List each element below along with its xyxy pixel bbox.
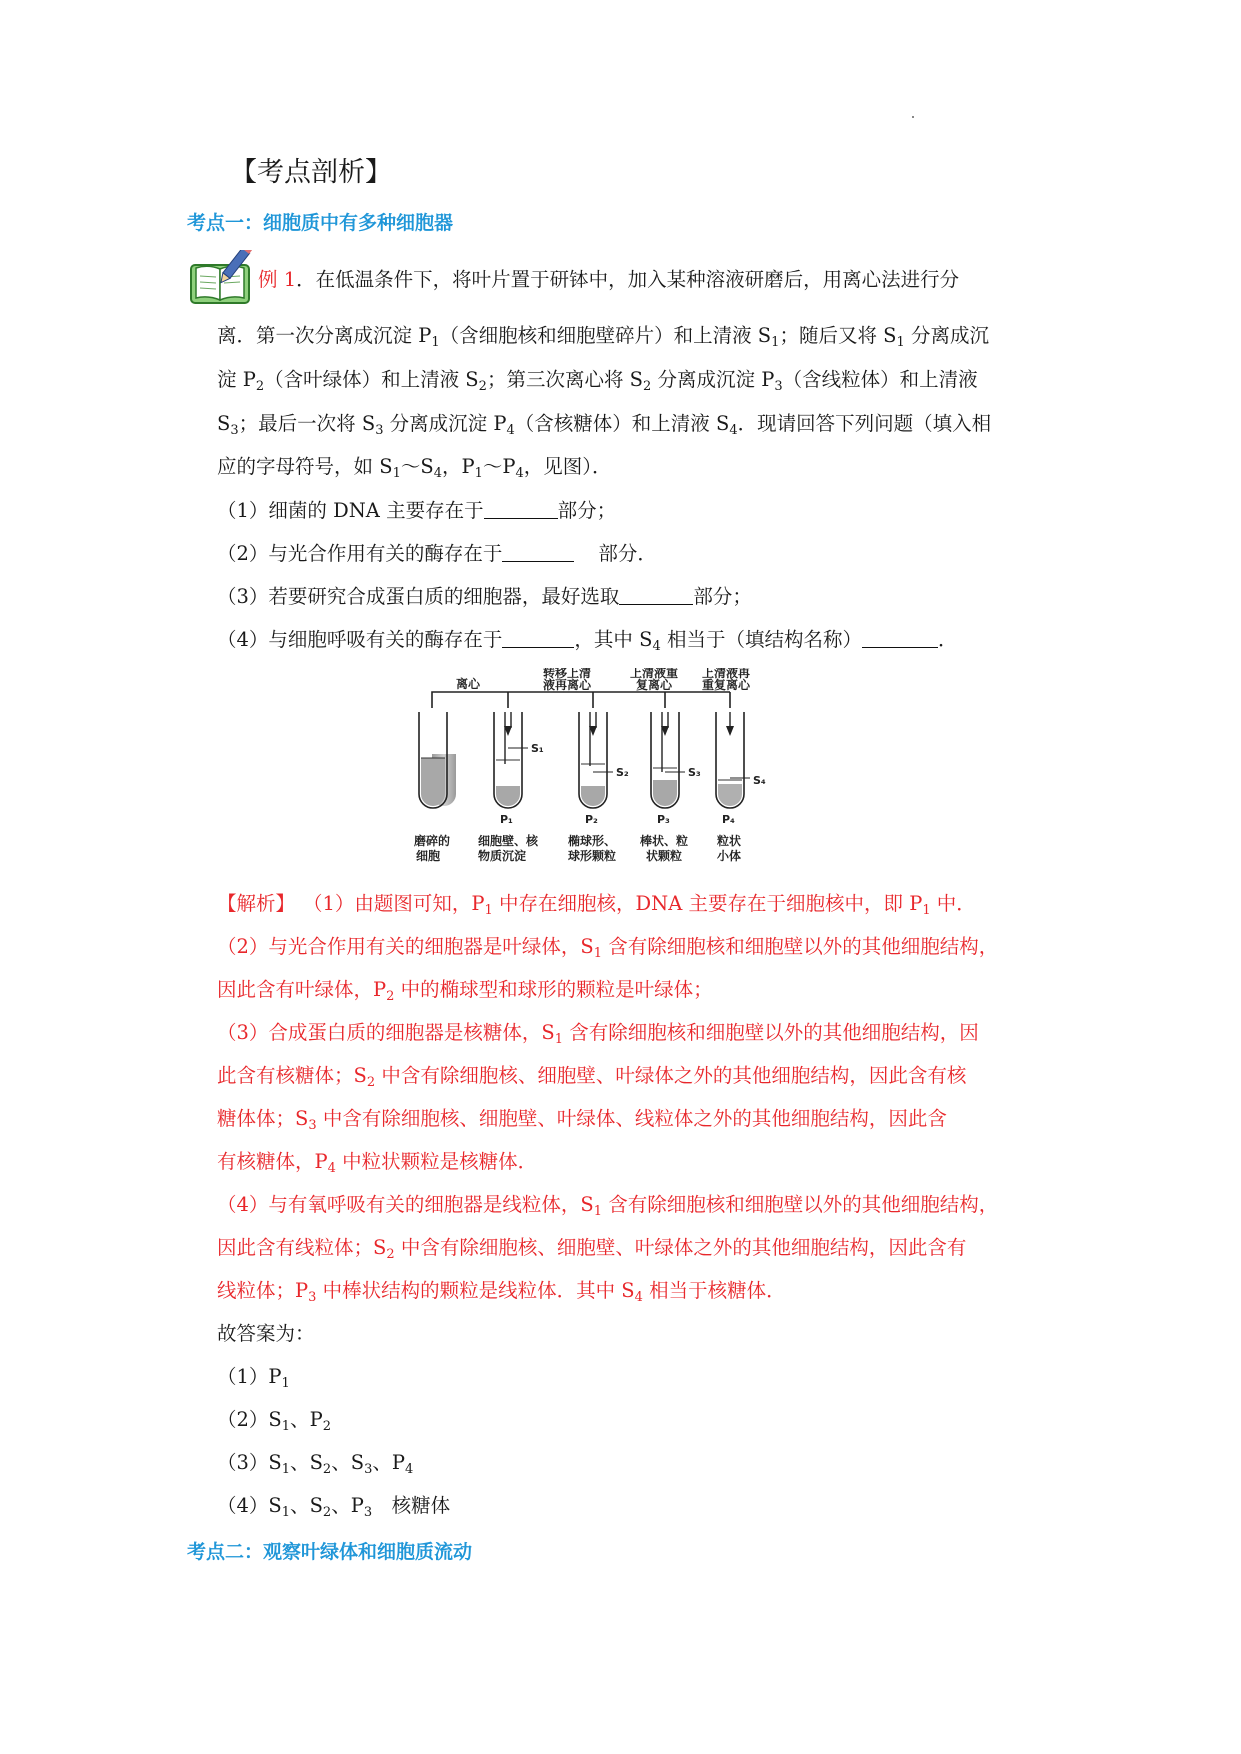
fig-caption-2a: 椭球形、 <box>568 834 617 848</box>
test-tube-0 <box>419 712 456 808</box>
example-line-1: 例 1．在低温条件下，将叶片置于研钵中，加入某种溶液研磨后，用离心法进行分 <box>258 268 960 291</box>
fig-caption-2b: 球形颗粒 <box>568 849 617 863</box>
fig-step-3a: 上清液重 <box>630 668 679 680</box>
fig-label-s2: S₂ <box>616 766 629 779</box>
answer-blank-1[interactable] <box>484 498 558 519</box>
answer-3: $(3)S_1$、$S_2$、$S_3$、$P_4$ <box>217 1451 414 1477</box>
fig-caption-1b: 物质沉淀 <box>478 849 527 863</box>
answers-intro: 故答案为： <box>217 1322 315 1345</box>
answer-blank-5[interactable] <box>862 627 938 648</box>
answer-2: $(2)S_1$、$P_2$ <box>217 1408 331 1434</box>
fig-step-4a: 上清液再 <box>702 668 751 680</box>
example-line-4: $S_3$；最后一次将 $S_3$ 分离成沉淀 $P_4$（含核糖体）和上清液 $S_4$．现请回答下列问题（填入相 <box>217 412 992 438</box>
analysis-line-10: 线粒体；$P_3$ 中棒状结构的颗粒是线粒体．其中 $S_4$ 相当于核糖体． <box>217 1279 786 1305</box>
example-label: 例 1 <box>258 268 297 291</box>
answer-blank-4[interactable] <box>502 627 574 648</box>
analysis-line-2: （2）与光合作用有关的细胞器是叶绿体，$S_1$ 含有除细胞核和细胞壁以外的其他细胞结构， <box>217 935 999 961</box>
test-tube-2 <box>579 712 613 808</box>
example-line-2: 离．第一次分离成沉淀 $P_1$（含细胞核和细胞壁碎片）和上清液 $S_1$；随后又将 $S_1$ 分离成沉 <box>217 324 989 350</box>
fig-step-2a: 转移上清 <box>543 668 592 680</box>
analysis-line-9: 因此含有线粒体；$S_2$ 中含有除细胞核、细胞壁、叶绿体之外的其他细胞结构，因此含有 <box>217 1236 967 1262</box>
question-3: （3）若要研究合成蛋白质的细胞器，最好选取 部分； <box>217 585 752 608</box>
fig-step-4b: 重复离心 <box>702 678 751 692</box>
fig-label-s4: S₄ <box>753 774 766 787</box>
fig-step-1: 离心 <box>456 677 481 691</box>
fig-caption-0b: 细胞 <box>416 849 441 863</box>
test-tube-3 <box>651 712 685 808</box>
answer-blank-3[interactable] <box>619 584 693 605</box>
question-4: （4）与细胞呼吸有关的酶存在于 ，其中 $S_4$ 相当于（填结构名称） ． <box>217 628 958 654</box>
page-heading: 【考点剖析】 <box>230 157 392 188</box>
scan-dot <box>912 116 914 118</box>
question-2: （2）与光合作用有关的酶存在于 部分． <box>217 542 657 565</box>
fig-caption-4a: 粒状 <box>717 834 742 848</box>
test-tube-1 <box>494 712 528 808</box>
analysis-line-7: 有核糖体，$P_4$ 中粒状颗粒是核糖体． <box>217 1150 538 1176</box>
answer-blank-2[interactable] <box>502 541 574 562</box>
analysis-line-1: 【解析】 （1）由题图可知，$P_1$ 中存在细胞核，DNA 主要存在于细胞核中，即 $P_1$ 中． <box>217 892 976 918</box>
test-tube-4 <box>716 712 750 808</box>
section-title-1: 考点一：细胞质中有多种细胞器 <box>187 212 454 234</box>
answer-1: $(1)P_1$ <box>217 1365 290 1391</box>
fig-step-3b: 复离心 <box>636 678 673 692</box>
analysis-tag: 【解析】 <box>217 892 296 915</box>
fig-label-p2: P₂ <box>585 813 598 826</box>
book-pencil-icon <box>188 250 254 308</box>
answer-4: $(4)S_1$、$S_2$、$P_3$ 核糖体 <box>217 1494 451 1520</box>
fig-label-s1: S₁ <box>531 742 544 755</box>
analysis-line-5: 此含有核糖体；$S_2$ 中含有除细胞核、细胞壁、叶绿体之外的其他细胞结构，因此含有核 <box>217 1064 967 1090</box>
fig-step-2b: 液再离心 <box>543 678 592 692</box>
fig-caption-3b: 状颗粒 <box>646 849 683 863</box>
fig-label-p4: P₄ <box>722 813 735 826</box>
analysis-line-4: （3）合成蛋白质的细胞器是核糖体，$S_1$ 含有除细胞核和细胞壁以外的其他细胞结构，因 <box>217 1021 979 1047</box>
analysis-line-8: （4）与有氧呼吸有关的细胞器是线粒体，$S_1$ 含有除细胞核和细胞壁以外的其他细胞结构， <box>217 1193 999 1219</box>
example-line-5: 应的字母符号，如 $S_1\sim S_4$，$P_1\sim P_4$，见图）． <box>217 455 612 481</box>
fig-label-p1: P₁ <box>500 813 513 826</box>
fig-caption-1a: 细胞壁、核 <box>478 834 539 848</box>
section-title-2: 考点二：观察叶绿体和细胞质流动 <box>187 1541 473 1563</box>
fig-caption-0a: 磨碎的 <box>414 834 451 848</box>
fig-caption-3a: 棒状、粒 <box>640 834 689 848</box>
question-1: （1）细菌的 DNA 主要存在于 部分； <box>217 499 617 522</box>
centrifuge-figure <box>410 668 840 874</box>
example-line-3: 淀 $P_2$（含叶绿体）和上清液 $S_2$；第三次离心将 $S_2$ 分离成沉淀 $P_3$（含线粒体）和上清液 <box>217 368 978 394</box>
analysis-line-6: 糖体体；$S_3$ 中含有除细胞核、细胞壁、叶绿体、线粒体之外的其他细胞结构，因此含 <box>217 1107 947 1133</box>
fig-caption-4b: 小体 <box>717 849 742 863</box>
analysis-line-3: 因此含有叶绿体，$P_2$ 中的椭球型和球形的颗粒是叶绿体； <box>217 978 713 1004</box>
fig-label-p3: P₃ <box>657 813 670 826</box>
fig-label-s3: S₃ <box>688 766 701 779</box>
